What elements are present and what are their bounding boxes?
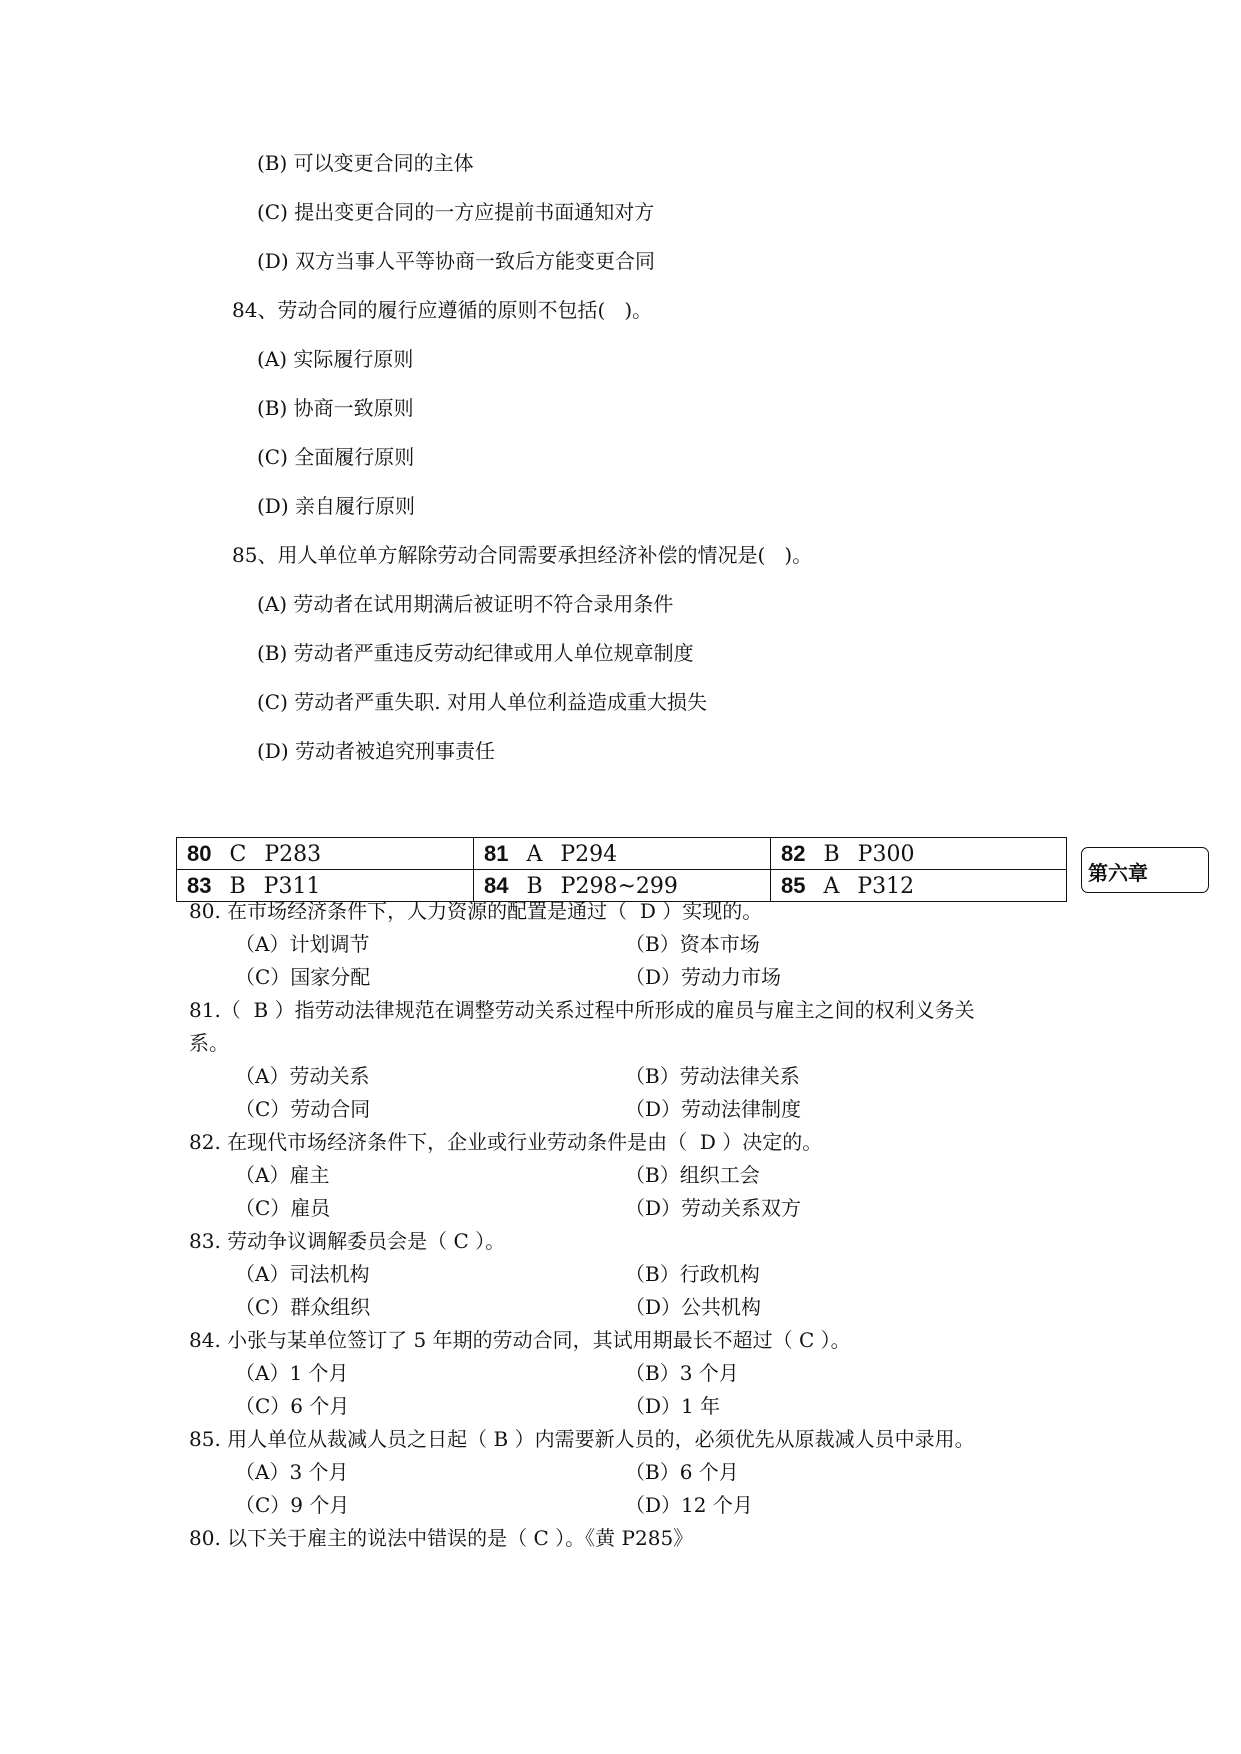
question-number: 85	[781, 872, 806, 898]
question-line: 80. 以下关于雇主的说法中错误的是（ C ）。《黄 P285》	[189, 1526, 694, 1550]
option-right: （B）行政机构	[625, 1262, 760, 1286]
option-right: （D）劳动关系双方	[625, 1196, 802, 1220]
page-reference: P300	[857, 841, 915, 867]
question-line: 83. 劳动争议调解委员会是（ C ）。	[189, 1229, 506, 1253]
text-line: 84、劳动合同的履行应遵循的原则不包括( )。	[232, 298, 653, 322]
question-line: 82. 在现代市场经济条件下，企业或行业劳动条件是由（ D ）决定的。	[189, 1130, 823, 1154]
answer-letter: B	[823, 841, 840, 867]
chapter-label-box: 第六章	[1081, 847, 1209, 893]
question-line: 系。	[189, 1031, 229, 1055]
option-right: （D）公共机构	[625, 1295, 762, 1319]
option-left: （C）6 个月	[235, 1394, 350, 1418]
option-right: （B）6 个月	[625, 1460, 739, 1484]
page-reference: P312	[857, 873, 915, 899]
page-reference: P311	[263, 873, 321, 899]
option-right: （D）1 年	[625, 1394, 721, 1418]
text-line: (C) 提出变更合同的一方应提前书面通知对方	[257, 200, 655, 224]
text-line: 85、用人单位单方解除劳动合同需要承担经济补偿的情况是( )。	[232, 543, 813, 567]
text-line: (D) 劳动者被追究刑事责任	[257, 739, 495, 763]
answer-cell	[474, 838, 771, 870]
answer-letter: B	[229, 873, 246, 899]
option-right: （B）3 个月	[625, 1361, 739, 1385]
answer-cell	[177, 838, 474, 870]
text-line: (A) 劳动者在试用期满后被证明不符合录用条件	[257, 592, 674, 616]
option-left: （C）群众组织	[235, 1295, 371, 1319]
page-reference: P294	[560, 841, 618, 867]
question-number: 83	[187, 872, 212, 898]
text-line: (B) 劳动者严重违反劳动纪律或用人单位规章制度	[257, 641, 694, 665]
question-number: 80	[187, 840, 212, 866]
option-right: （B）资本市场	[625, 932, 760, 956]
answer-cell	[474, 870, 771, 902]
question-line: 85. 用人单位从裁减人员之日起（ B ）内需要新人员的，必须优先从原裁减人员中录用。	[189, 1427, 975, 1451]
option-right: （D）12 个月	[625, 1493, 753, 1517]
option-left: （A）计划调节	[235, 932, 370, 956]
option-right: （D）劳动力市场	[625, 965, 782, 989]
page-reference: P283	[264, 841, 322, 867]
option-left: （C）国家分配	[235, 965, 371, 989]
option-left: （A）1 个月	[235, 1361, 349, 1385]
text-line: (C) 全面履行原则	[257, 445, 415, 469]
text-line: (B) 协商一致原则	[257, 396, 414, 420]
question-line: 84. 小张与某单位签订了 5 年期的劳动合同，其试用期最长不超过（ C ）。	[189, 1328, 851, 1352]
question-number: 81	[484, 840, 509, 866]
option-left: （C）雇员	[235, 1196, 331, 1220]
answer-cell	[177, 870, 474, 902]
text-line: (A) 实际履行原则	[257, 347, 414, 371]
answer-key-table	[176, 837, 1067, 902]
answer-letter: A	[526, 841, 543, 867]
answer-cell	[771, 870, 1067, 902]
answer-letter: B	[526, 873, 543, 899]
option-left: （C）劳动合同	[235, 1097, 371, 1121]
answer-row	[177, 838, 1067, 870]
answer-cell	[771, 838, 1067, 870]
question-line: 81.（ B ）指劳动法律规范在调整劳动关系过程中所形成的雇员与雇主之间的权利义务关	[189, 998, 975, 1022]
option-left: （A）雇主	[235, 1163, 330, 1187]
answer-letter: A	[823, 873, 840, 899]
option-left: （A）劳动关系	[235, 1064, 370, 1088]
option-right: （D）劳动法律制度	[625, 1097, 802, 1121]
text-line: (D) 亲自履行原则	[257, 494, 415, 518]
answer-row	[177, 870, 1067, 902]
text-line: (D) 双方当事人平等协商一致后方能变更合同	[257, 249, 655, 273]
text-line: (B) 可以变更合同的主体	[257, 151, 474, 175]
option-left: （A）司法机构	[235, 1262, 370, 1286]
question-number: 84	[484, 872, 509, 898]
option-left: （A）3 个月	[235, 1460, 349, 1484]
option-right: （B）劳动法律关系	[625, 1064, 800, 1088]
option-right: （B）组织工会	[625, 1163, 760, 1187]
question-number: 82	[781, 840, 806, 866]
text-line: (C) 劳动者严重失职. 对用人单位利益造成重大损失	[257, 690, 707, 714]
page-reference: P298~299	[560, 873, 678, 899]
question-line: 80. 在市场经济条件下，人力资源的配置是通过（ D ）实现的。	[189, 899, 763, 923]
answer-letter: C	[229, 841, 247, 867]
option-left: （C）9 个月	[235, 1493, 350, 1517]
